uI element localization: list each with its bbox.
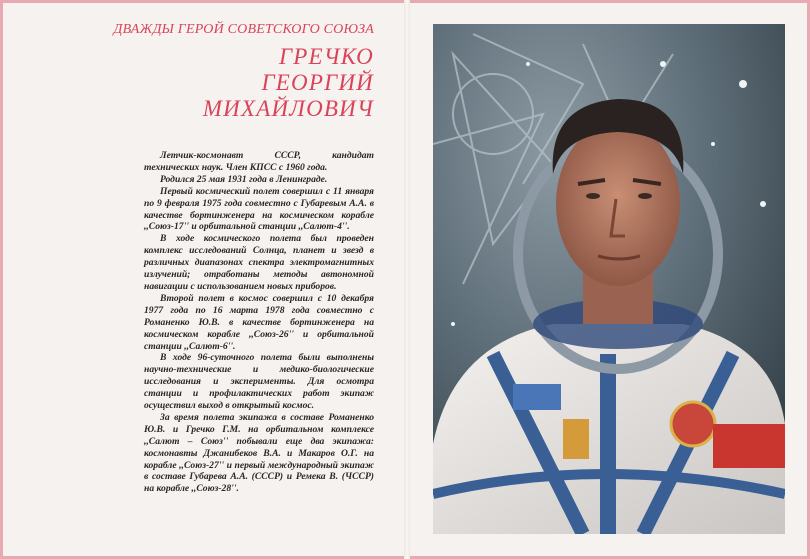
bio-paragraph: Второй полет в космос совершил с 10 декабря 1977 года по 16 марта 1978 года совместно с Романенко Ю.В. в качестве бортинженера на космическом корабле ,,Союз-26'' и орбитальной станции ,,Салют-6''. [144, 292, 374, 352]
bio-paragraph: В ходе 96-суточного полета были выполнены научно-технические и медико-биологические исследования и эксперименты. Для осмотра станции и профилактических работ экипаж осуществил выход в открытый космос. [144, 352, 374, 412]
bio-paragraph: Летчик-космонавт СССР, кандидат технических наук. Член КПСС с 1960 года. [144, 150, 374, 173]
surname: ГРЕЧКО [278, 44, 374, 69]
page-fold [404, 0, 410, 559]
portrait-illustration [433, 24, 785, 534]
bio-paragraph: За время полета экипажа в составе Романенко Ю.В. и Гречко Г.М. на орбитальном комплексе ,,Салют – Союз'' побывали еще два экипажа: космонавты Джанибеков В.А. и Макаров О.Г. на корабле ,,Союз-27'' и первый международный экипаж в составе Губарева А.А. (СССР) и Ремека В. (ЧССР) на корабле ,,Союз-28''. [144, 411, 374, 495]
bio-paragraph: Родился 25 мая 1931 года в Ленинграде. [160, 173, 328, 185]
biography-text [144, 150, 374, 495]
first-name: ГЕОРГИЙ [261, 70, 374, 95]
cosmonaut-portrait-photo [433, 24, 785, 534]
left-page [0, 0, 404, 559]
hero-title-heading: ДВАЖДЫ ГЕРОЙ СОВЕТСКОГО СОЮЗА [113, 22, 374, 37]
cosmonaut-name [203, 44, 374, 122]
bio-paragraph: Первый космический полет совершил с 11 января по 9 февраля 1975 года совместно с Губаревым А.А. в качестве бортинженера на космическом корабле ,,Союз-17'' и орбитальной станции ,,Салют-4''. [144, 185, 374, 233]
patronymic: МИХАЙЛОВИЧ [202, 96, 374, 121]
bio-paragraph: В ходе космического полета был проведен комплекс исследований Солнца, планет и звезд в различных диапазонах спектра электромагнитных излучений; отработаны методы автономной навигации с использованием новых приборов. [144, 233, 374, 292]
